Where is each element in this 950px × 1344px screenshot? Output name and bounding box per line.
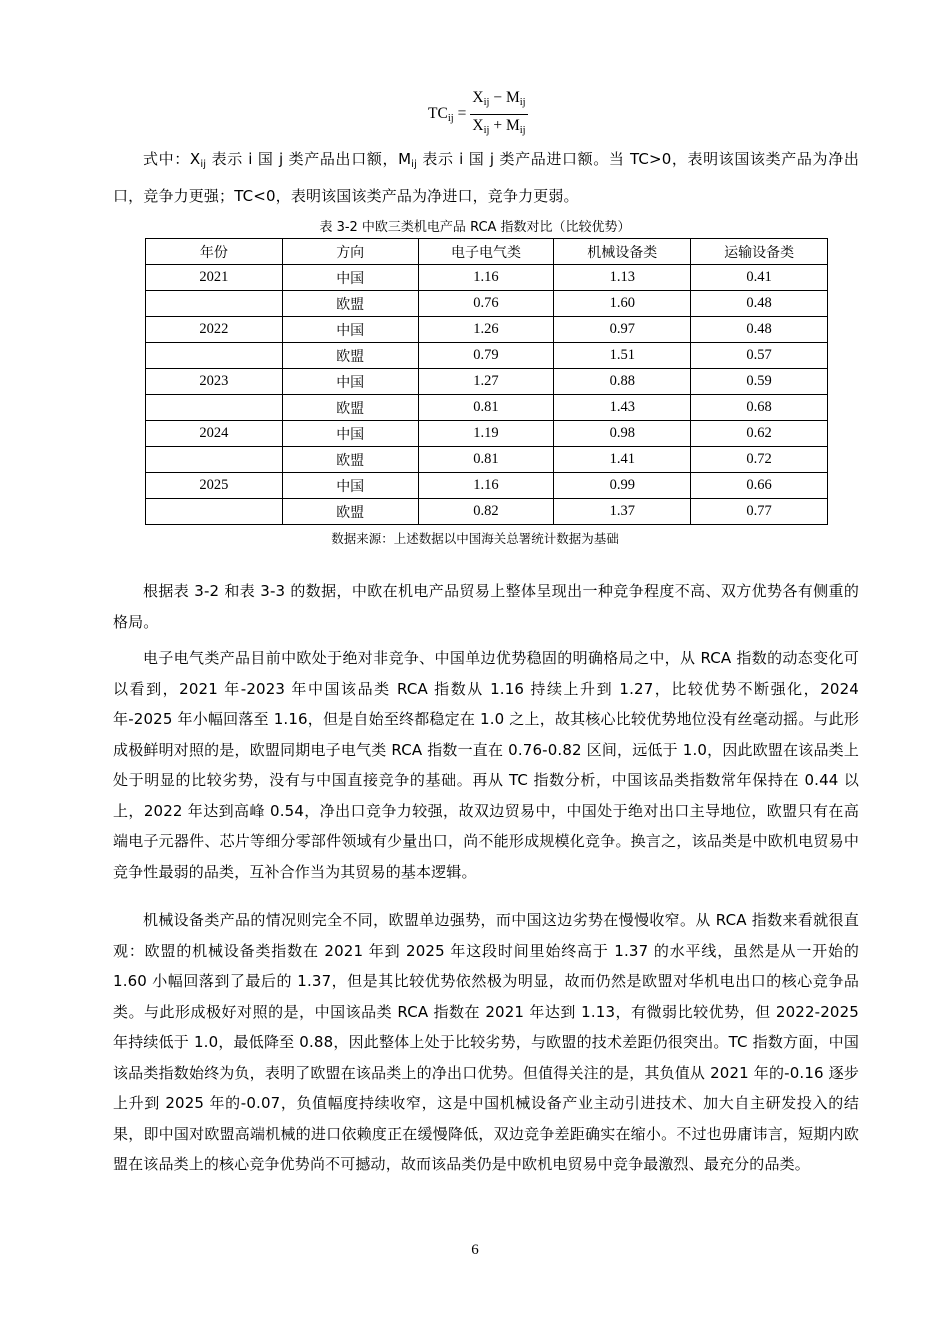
formula-equals: = — [457, 105, 467, 122]
cell-machinery: 1.43 — [554, 395, 691, 421]
table-caption: 表 3-2 中欧三类机电产品 RCA 指数对比（比较优势） — [319, 220, 631, 235]
cell-electronic: 0.81 — [418, 395, 554, 421]
cell-region: 中国 — [282, 421, 418, 447]
formula-lhs: $TC_{ij}$ — [428, 104, 454, 124]
rca-table — [145, 238, 828, 525]
formula-definition: 式中：$X_{ij}$ 表示 i 国 j 类产品出口额，$M_{ij}$ 表示 i 国 j 类产品进口额。当 TC>0，表明该国该类产品为净出口，竞争力更强；TC<0，表明该国该类产品为净进口，竞争力更弱。 — [113, 150, 859, 205]
tc-formula — [428, 88, 528, 140]
cell-year: 2021 — [146, 265, 283, 291]
cell-transport: 0.41 — [691, 265, 828, 291]
cell-year: 2025 — [146, 473, 283, 499]
cell-electronic: 1.16 — [418, 265, 554, 291]
cell-machinery: 1.13 — [554, 265, 691, 291]
cell-machinery: 0.97 — [554, 317, 691, 343]
cell-year — [146, 499, 283, 525]
cell-electronic: 0.81 — [418, 447, 554, 473]
cell-machinery: 0.98 — [554, 421, 691, 447]
table-row — [146, 317, 828, 343]
cell-year — [146, 395, 283, 421]
cell-year: 2022 — [146, 317, 283, 343]
table-row — [146, 343, 828, 369]
paragraph-intro: 根据表 3-2 和表 3-3 的数据，中欧在机电产品贸易上整体呈现出一种竞争程度不高、双方优势各有侧重的格局。 — [113, 582, 859, 631]
cell-region: 欧盟 — [282, 291, 418, 317]
table-row — [146, 369, 828, 395]
paragraph-electronic: 电子电气类产品目前中欧处于绝对非竞争、中国单边优势稳固的明确格局之中，从 RCA 指数的动态变化可以看到，2021 年-2023 年中国该品类 RCA 指数从 1.16 持续上升到 1.27，比较优势不断强化，2024 年-2025 年小幅回落至 1.16，但是自始至终都稳定在 1.0 之上，故其核心比较优势地位没有丝毫动摇。与此形成极鲜明对照的是，欧盟同期电子电气类 RCA 指数一直在 0.76-0.82 区间，远低于 1.0，因此欧盟在该品类上处于明显的比较劣势，没有与中国直接竞争的基础。再从 TC 指数分析，中国该品类指数常年保持在 0.44 以上，2022 年达到高峰 0.54，净出口竞争力较强，故双边贸易中，中国处于绝对出口主导地位，欧盟只有在高端电子元器件、芯片等细分零部件领域有少量出口，尚不能形成规模化竞争。换言之，该品类是中欧机电贸易中竞争性最弱的品类，互补合作当为其贸易的基本逻辑。 — [113, 649, 859, 881]
cell-transport: 0.48 — [691, 317, 828, 343]
cell-region: 中国 — [282, 473, 418, 499]
cell-machinery: 0.88 — [554, 369, 691, 395]
formula-numerator: $X_{ij} - M_{ij}$ — [472, 88, 526, 108]
cell-machinery: 1.37 — [554, 499, 691, 525]
page-number: 6 — [471, 1242, 479, 1258]
cell-machinery: 1.60 — [554, 291, 691, 317]
cell-region: 中国 — [282, 369, 418, 395]
cell-year: 2023 — [146, 369, 283, 395]
cell-region: 欧盟 — [282, 395, 418, 421]
cell-machinery: 1.41 — [554, 447, 691, 473]
table-row — [146, 395, 828, 421]
cell-electronic: 0.82 — [418, 499, 554, 525]
cell-electronic: 1.27 — [418, 369, 554, 395]
table-row — [146, 447, 828, 473]
cell-transport: 0.57 — [691, 343, 828, 369]
cell-region: 欧盟 — [282, 447, 418, 473]
header-transport: 运输设备类 — [691, 239, 828, 265]
table-row — [146, 265, 828, 291]
cell-region: 中国 — [282, 265, 418, 291]
header-electronic: 电子电气类 — [418, 239, 554, 265]
cell-region: 欧盟 — [282, 499, 418, 525]
cell-electronic: 1.19 — [418, 421, 554, 447]
cell-year — [146, 343, 283, 369]
cell-transport: 0.62 — [691, 421, 828, 447]
table-source-note: 数据来源：上述数据以中国海关总署统计数据为基础 — [331, 531, 619, 546]
cell-transport: 0.48 — [691, 291, 828, 317]
header-region: 方向 — [282, 239, 418, 265]
header-machinery: 机械设备类 — [554, 239, 691, 265]
cell-year — [146, 291, 283, 317]
table-row — [146, 473, 828, 499]
table-header-row — [146, 239, 828, 265]
cell-region: 欧盟 — [282, 343, 418, 369]
cell-machinery: 1.51 — [554, 343, 691, 369]
formula-denominator: $X_{ij} + M_{ij}$ — [472, 116, 526, 136]
cell-electronic: 1.16 — [418, 473, 554, 499]
cell-electronic: 0.76 — [418, 291, 554, 317]
cell-transport: 0.66 — [691, 473, 828, 499]
cell-electronic: 0.79 — [418, 343, 554, 369]
table-row — [146, 291, 828, 317]
table-row — [146, 421, 828, 447]
cell-year: 2024 — [146, 421, 283, 447]
cell-electronic: 1.26 — [418, 317, 554, 343]
cell-year — [146, 447, 283, 473]
cell-transport: 0.68 — [691, 395, 828, 421]
formula-fraction — [470, 87, 527, 142]
header-year: 年份 — [146, 239, 283, 265]
paragraph-machinery: 机械设备类产品的情况则完全不同，欧盟单边强势，而中国这边劣势在慢慢收窄。从 RCA 指数来看就很直观：欧盟的机械设备类指数在 2021 年到 2025 年这段时间里始终高于 1.37 的水平线，虽然是从一开始的 1.60 小幅回落到了最后的 1.37，但是其比较优势依然极为明显，故而仍然是欧盟对华机电出口的核心竞争品类。与此形成极好对照的是，中国该品类 RCA 指数在 2021 年达到 1.13，有微弱比较优势，但 2022-2025 年持续低于 1.0，最低降至 0.88，因此整体上处于比较劣势，与欧盟的技术差距仍很突出。TC 指数方面，中国该品类指数始终为负，表明了欧盟在该品类上的净出口优势。但值得关注的是，其负值从 2021 年的-0.16 逐步上升到 2025 年的-0.07，负值幅度持续收窄，这是中国机械设备产业主动引进技术、加大自主研发投入的结果，即中国对欧盟高端机械的进口依赖度正在缓慢降低，双边竞争差距确实在缩小。不过也毋庸讳言，短期内欧盟在该品类上的核心竞争优势尚不可撼动，故而该品类仍是中欧机电贸易中竞争最激烈、最充分的品类。 — [113, 911, 859, 1173]
cell-region: 中国 — [282, 317, 418, 343]
cell-transport: 0.77 — [691, 499, 828, 525]
cell-transport: 0.72 — [691, 447, 828, 473]
cell-machinery: 0.99 — [554, 473, 691, 499]
table-row — [146, 499, 828, 525]
cell-transport: 0.59 — [691, 369, 828, 395]
